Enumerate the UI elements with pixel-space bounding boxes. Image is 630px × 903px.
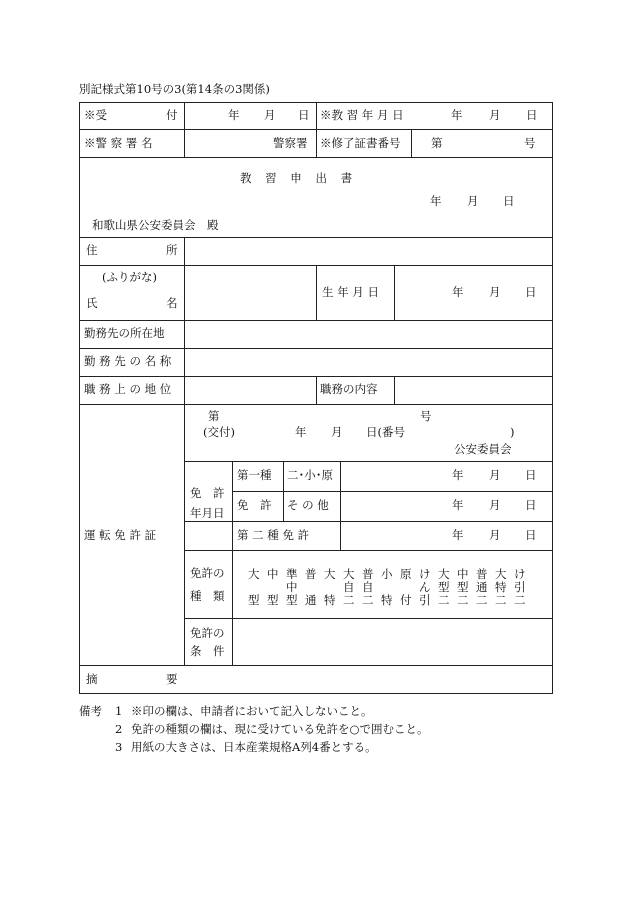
type-char: 二	[495, 593, 507, 607]
type-char: 中	[267, 567, 279, 581]
reception-label: ※受	[84, 108, 107, 122]
rule	[79, 320, 553, 321]
rule	[184, 237, 185, 665]
month-label: 月	[489, 528, 501, 542]
type-char: 小	[381, 567, 393, 581]
type-char: 普	[305, 567, 317, 581]
course-date-label: ※教 習 年 月 日	[320, 108, 404, 122]
type-char: 普	[362, 567, 374, 581]
workplace-name-label: 勤 務 先 の 名 称	[84, 354, 172, 368]
workplace-address-label: 勤務先の所在地	[84, 326, 165, 340]
type-char: 二	[343, 593, 355, 607]
type-char: 準	[286, 567, 298, 581]
type-char: 引	[514, 580, 526, 594]
type-char: 特	[381, 593, 393, 607]
year-label: 年	[451, 108, 463, 122]
note-text: 用紙の大きさは、日本産業規格A列4番とする。	[131, 740, 377, 754]
rule	[184, 461, 553, 462]
license-type-option[interactable]	[514, 568, 526, 607]
license-type-option[interactable]	[343, 568, 355, 607]
month-label: 月	[489, 108, 501, 122]
rule	[340, 461, 341, 550]
license-date-label-a: 免 許	[190, 486, 225, 500]
license-type-option[interactable]	[476, 568, 488, 607]
license-type-option[interactable]	[438, 568, 450, 607]
day-label: 日	[525, 498, 537, 512]
day-label: 日	[526, 108, 538, 122]
type-char: 型	[267, 593, 279, 607]
day-label: 日	[525, 285, 537, 299]
license-conditions-label-b: 条 件	[190, 644, 225, 658]
rule	[232, 491, 553, 492]
license-type-label-a: 免許の	[190, 566, 225, 580]
type-char: 通	[305, 593, 317, 607]
rule	[411, 129, 412, 157]
year-label: 年	[430, 194, 442, 208]
number-suffix: 号	[524, 136, 536, 150]
rule	[316, 265, 317, 320]
type-char: 付	[400, 593, 412, 607]
other-license-label: そ の 他	[287, 498, 329, 512]
name-label-a: 氏	[86, 296, 98, 310]
rule	[79, 157, 553, 158]
license-type-option[interactable]	[305, 568, 317, 607]
license-type-option[interactable]	[324, 568, 336, 607]
type-char: 二	[476, 593, 488, 607]
rule	[79, 665, 553, 666]
type-char: 大	[495, 567, 507, 581]
license-conditions-label-a: 免許の	[190, 626, 225, 640]
type-char: 大	[343, 567, 355, 581]
type-char: 型	[248, 593, 260, 607]
address-label-b: 所	[166, 243, 178, 257]
reception-label-end: 付	[166, 108, 178, 122]
type-char: ん	[419, 580, 431, 594]
type-char: 二	[438, 593, 450, 607]
public-safety-commission-label: 公安委員会	[454, 442, 512, 456]
note-number: 1	[115, 704, 123, 718]
summary-label-b: 要	[166, 672, 178, 686]
date-of-birth-label: 生 年 月 日	[322, 285, 379, 299]
license-date-label-b: 年月日	[190, 506, 225, 520]
license-conditions-field[interactable]	[234, 621, 550, 663]
license-type-option[interactable]	[362, 568, 374, 607]
rule	[184, 102, 185, 157]
type-char: 二	[514, 593, 526, 607]
rule	[394, 265, 395, 320]
duties-label: 職務の内容	[320, 382, 378, 396]
day-label: 日	[525, 528, 537, 542]
first-class-label: 第一種	[237, 468, 272, 482]
rule	[79, 348, 553, 349]
police-station-label: ※警 察 署 名	[84, 136, 153, 150]
year-label: 年	[452, 528, 464, 542]
month-label: 月	[489, 285, 501, 299]
license-type-option[interactable]	[381, 568, 393, 607]
type-char: 自	[362, 580, 374, 594]
day-label: 日	[298, 108, 310, 122]
issued-label: (交付)	[203, 425, 235, 439]
license-type-label-b: 種 類	[190, 589, 225, 603]
license-type-option[interactable]	[286, 568, 298, 607]
type-char: 型	[438, 580, 450, 594]
year-label: 年	[452, 498, 464, 512]
month-label: 月	[489, 498, 501, 512]
address-label-a: 住	[86, 243, 98, 257]
type-char: 型	[286, 593, 298, 607]
year-label: 年	[295, 425, 307, 439]
rule	[184, 550, 553, 551]
rule	[232, 461, 233, 665]
type-char: 自	[343, 580, 355, 594]
day-label: 日	[503, 194, 515, 208]
serial-number-label: 日(番号	[366, 425, 405, 439]
type-char: 大	[248, 567, 260, 581]
note-text: ※印の欄は、申請者において記入しないこと。	[131, 704, 373, 718]
rule	[283, 461, 284, 521]
license-number-suffix: 号	[420, 409, 432, 423]
year-label: 年	[228, 108, 240, 122]
addressee: 和歌山県公安委員会 殿	[92, 218, 219, 232]
year-label: 年	[452, 468, 464, 482]
number-prefix: 第	[431, 136, 443, 150]
license-type-option[interactable]	[267, 568, 279, 607]
duties-field[interactable]	[396, 379, 550, 401]
name-field[interactable]	[186, 268, 314, 318]
license-type-option[interactable]	[400, 568, 412, 607]
workplace-name-field[interactable]	[186, 351, 550, 373]
address-field[interactable]	[186, 240, 550, 262]
application-title: 教 習 申 出 書	[240, 171, 358, 185]
type-char: 二	[457, 593, 469, 607]
license-subtype-label: 二･小･原	[287, 468, 333, 482]
type-char: 型	[457, 580, 469, 594]
type-char: 特	[495, 580, 507, 594]
first-class-label-b: 免 許	[237, 498, 272, 512]
note-text: 免許の種類の欄は、現に受けている免許を○で囲むこと。	[131, 722, 429, 736]
type-char: 二	[362, 593, 374, 607]
rule	[316, 376, 317, 404]
license-type-option[interactable]	[495, 568, 507, 607]
form-caption: 別記様式第10号の3(第14条の3関係)	[79, 82, 270, 96]
rule	[184, 618, 553, 619]
note-number: 3	[115, 740, 123, 754]
type-char: 引	[419, 593, 431, 607]
serial-number-close: )	[510, 425, 515, 439]
type-char: 中	[286, 580, 298, 594]
type-char: け	[419, 567, 431, 581]
day-label: 日	[525, 468, 537, 482]
position-field[interactable]	[186, 379, 314, 401]
type-char: 普	[476, 567, 488, 581]
rule	[79, 237, 553, 238]
type-char: 中	[457, 567, 469, 581]
license-type-option[interactable]	[419, 568, 431, 607]
rule	[316, 102, 317, 157]
rule	[184, 521, 553, 522]
summary-field[interactable]	[186, 668, 550, 692]
certificate-number-label: ※修了証書番号	[320, 136, 401, 150]
type-char: 通	[476, 580, 488, 594]
driver-license-label: 運 転 免 許 証	[84, 528, 157, 542]
year-label: 年	[452, 285, 464, 299]
month-label: 月	[467, 194, 479, 208]
rule	[394, 376, 395, 404]
type-char: 原	[400, 567, 412, 581]
type-char: け	[514, 567, 526, 581]
month-label: 月	[331, 425, 343, 439]
license-type-option[interactable]	[457, 568, 469, 607]
police-station-suffix: 警察署	[273, 136, 308, 150]
name-label-b: 名	[166, 296, 178, 310]
notes-heading: 備考	[79, 704, 102, 718]
license-type-option[interactable]	[248, 568, 260, 607]
furigana-label: (ふりがな)	[102, 270, 157, 284]
note-number: 2	[115, 722, 123, 736]
position-label: 職 務 上 の 地 位	[84, 382, 172, 396]
type-char: 大	[438, 567, 450, 581]
workplace-address-field[interactable]	[186, 323, 550, 345]
second-class-license-label: 第 二 種 免 許	[237, 528, 310, 542]
rule	[79, 404, 553, 405]
type-char: 大	[324, 567, 336, 581]
month-label: 月	[264, 108, 276, 122]
license-number-prefix: 第	[208, 409, 220, 423]
month-label: 月	[489, 468, 501, 482]
summary-label-a: 摘	[86, 672, 98, 686]
type-char: 特	[324, 593, 336, 607]
